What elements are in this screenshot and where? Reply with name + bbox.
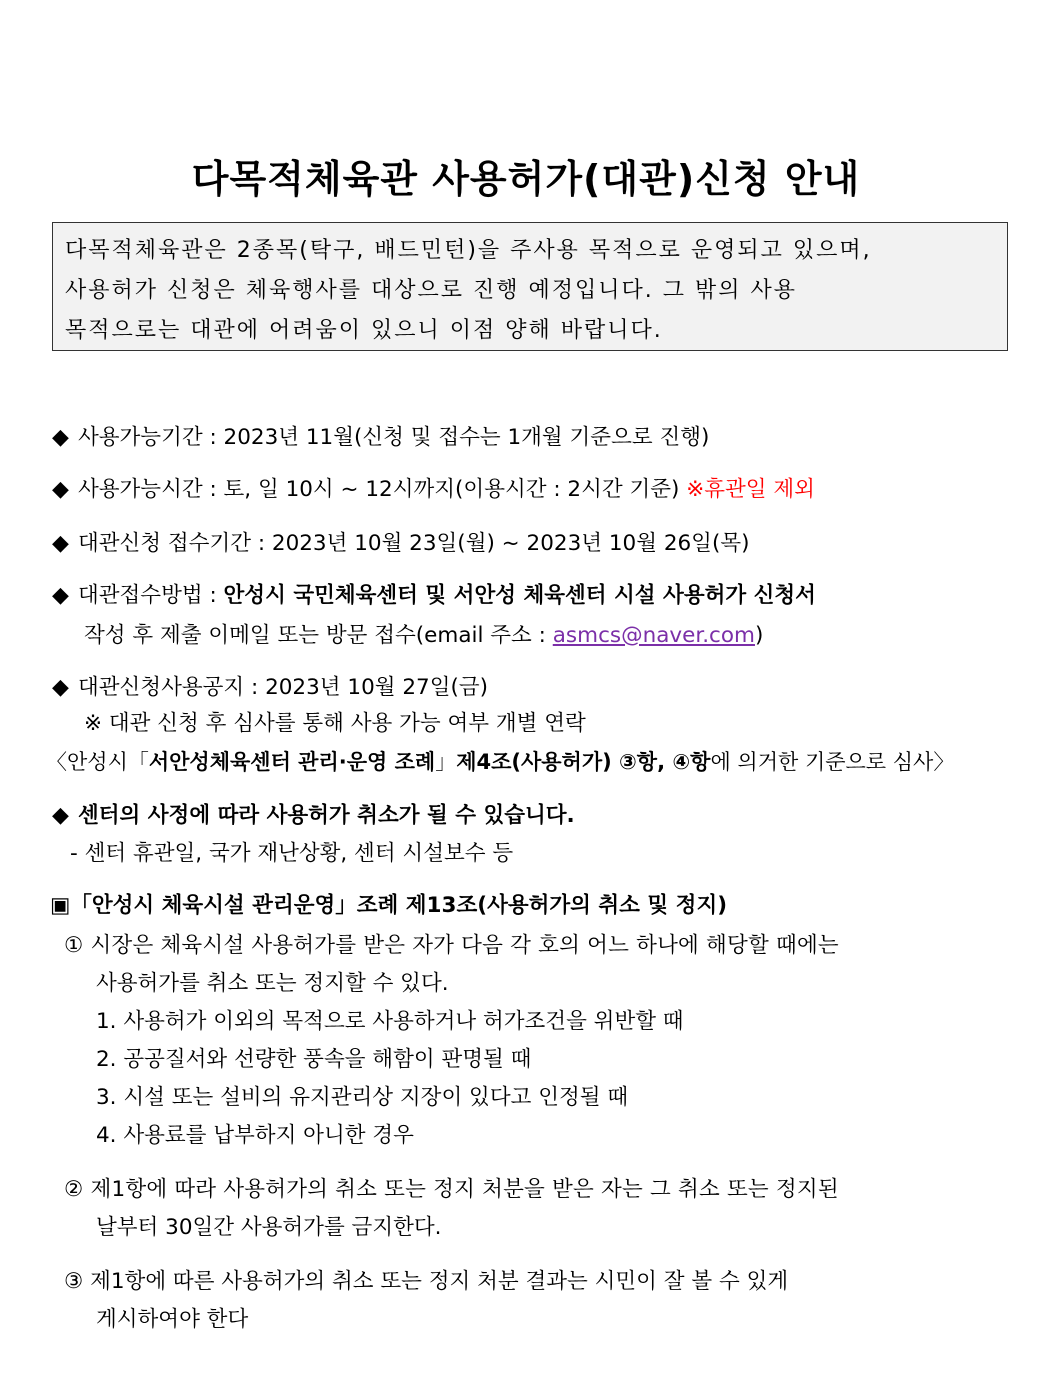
intro-box	[52, 222, 1008, 351]
cancel-sub: - 센터 휴관일, 국가 재난상황, 센터 시설보수 등	[70, 841, 514, 866]
intro-line-2: 사용허가 신청은 체육행사를 대상으로 진행 예정입니다. 그 밖의 사용	[65, 278, 797, 303]
item-apply-period	[52, 526, 750, 557]
item-period	[52, 420, 709, 451]
list-item: 4. 사용료를 납부하지 아니한 경우	[96, 1123, 414, 1148]
paragraph-2-line-2: 날부터 30일간 사용허가를 금지한다.	[96, 1215, 442, 1240]
criteria-article: 제4조(사용허가) ③항, ④항	[456, 750, 711, 774]
notice-sub: ※ 대관 신청 후 심사를 통해 사용 가능 여부 개별 연락	[84, 711, 586, 736]
intro-line-1: 다목적체육관은 2종목(탁구, 배드민턴)을 주사용 목적으로 운영되고 있으며,	[65, 238, 872, 263]
paragraph-1-line-1: ① 시장은 체육시설 사용허가를 받은 자가 다음 각 호의 어느 하나에 해당할 때에는	[64, 933, 839, 958]
list-item: 2. 공공질서와 선량한 풍속을 해함이 판명될 때	[96, 1047, 532, 1072]
paragraph-3-line-2: 게시하여야 한다	[96, 1307, 249, 1332]
item-time	[52, 472, 815, 503]
item-method	[52, 578, 816, 609]
item-notice	[52, 670, 488, 701]
page-title: 다목적체육관 사용허가(대관)신청 안내	[191, 157, 861, 201]
notice-text: 대관신청사용공지 : 2023년 10월 27일(금)	[78, 675, 489, 700]
square-bullet-icon: ▣	[50, 893, 71, 918]
diamond-bullet-icon: ◆	[52, 425, 69, 450]
diamond-bullet-icon: ◆	[52, 477, 69, 502]
closed-day-note: ※휴관일 제외	[686, 477, 815, 502]
intro-line-3: 목적으로는 대관에 어려움이 있으니 이점 양해 바랍니다.	[65, 318, 663, 343]
email-link[interactable]: asmcs@naver.com	[552, 623, 755, 648]
diamond-bullet-icon: ◆	[52, 675, 69, 700]
item-cancel	[52, 798, 575, 829]
criteria-pre: 〈안성시「	[46, 750, 149, 774]
cancel-text: 센터의 사정에 따라 사용허가 취소가 될 수 있습니다.	[78, 803, 575, 828]
criteria-post: 에 의거한 기준으로 심사〉	[710, 750, 955, 774]
item-method-line-2	[84, 618, 763, 649]
criteria-bracket: 」	[435, 750, 457, 774]
paragraph-2-line-1: ② 제1항에 따라 사용허가의 취소 또는 정지 처분을 받은 자는 그 취소 또는 정지된	[64, 1177, 839, 1202]
method-form-name: 안성시 국민체육센터 및 서안성 체육센터 시설 사용허가 신청서	[223, 583, 816, 608]
list-item: 1. 사용허가 이외의 목적으로 사용하거나 허가조건을 위반할 때	[96, 1009, 684, 1034]
diamond-bullet-icon: ◆	[52, 803, 69, 828]
diamond-bullet-icon: ◆	[52, 583, 69, 608]
diamond-bullet-icon: ◆	[52, 531, 69, 556]
criteria-ordinance: 서안성체육센터 관리·운영 조례	[148, 750, 436, 774]
method-line-2-close: )	[754, 623, 764, 648]
paragraph-1-line-2: 사용허가를 취소 또는 정지할 수 있다.	[96, 971, 449, 996]
period-text: 사용가능기간 : 2023년 11월(신청 및 접수는 1개월 기준으로 진행)	[78, 425, 710, 450]
ordinance-heading-text: 「안성시 체육시설 관리운영」조례 제13조(사용허가의 취소 및 정지)	[70, 893, 728, 918]
method-label: 대관접수방법 :	[78, 583, 224, 608]
paragraph-3-line-1: ③ 제1항에 따른 사용허가의 취소 또는 정지 처분 결과는 시민이 잘 볼 수 있게	[64, 1269, 789, 1294]
time-text: 사용가능시간 : 토, 일 10시 ~ 12시까지(이용시간 : 2시간 기준)	[78, 477, 687, 502]
list-item: 3. 시설 또는 설비의 유지관리상 지장이 있다고 인정될 때	[96, 1085, 629, 1110]
method-line-2-text: 작성 후 제출 이메일 또는 방문 접수(email 주소 :	[84, 623, 553, 648]
apply-period-text: 대관신청 접수기간 : 2023년 10월 23일(월) ~ 2023년 10월 26일(목)	[78, 531, 750, 556]
ordinance-heading	[50, 888, 727, 919]
criteria-line	[46, 746, 954, 776]
